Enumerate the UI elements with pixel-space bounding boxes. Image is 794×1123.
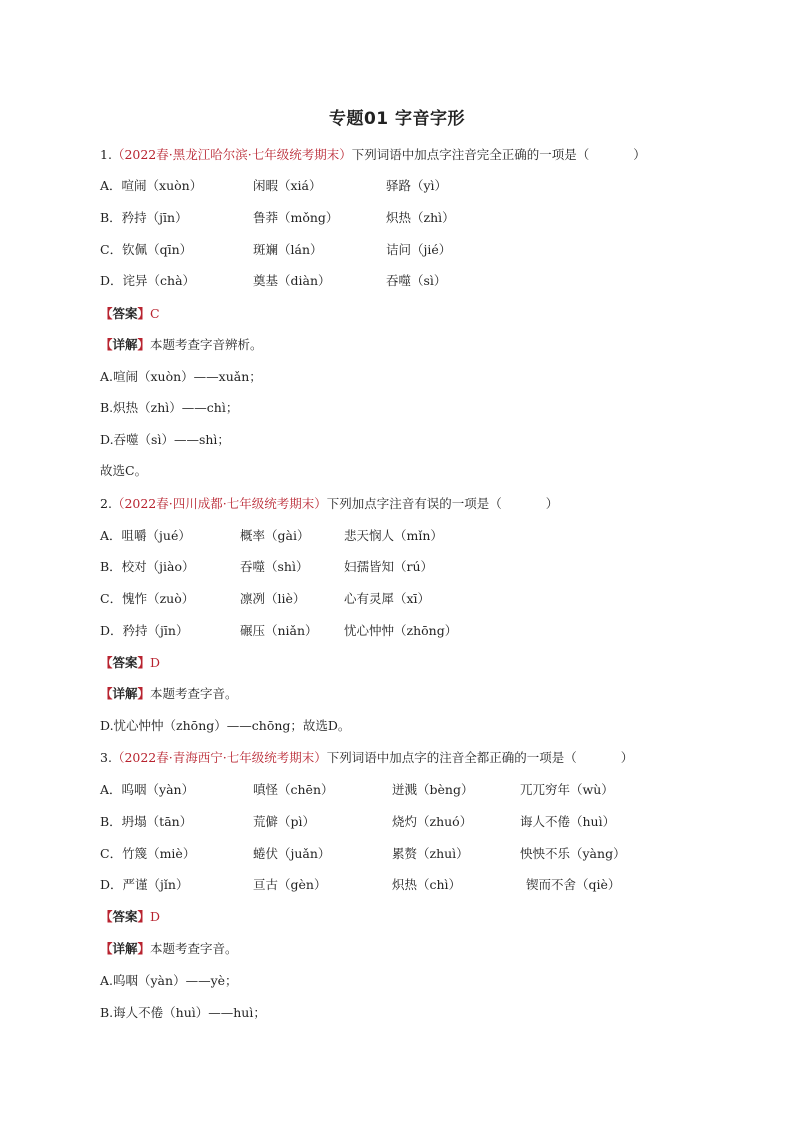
question-3-detail: 【详解】本题考查字音。 [100,941,238,956]
question-1-stem: 1.（2022春·黑龙江哈尔滨·七年级统考期末）下列词语中加点字注音完全正确的一项是（ ） [100,147,646,162]
question-2-source: （2022春·四川成都·七年级统考期末） [111,496,327,511]
question-1-explain-a: A.喧闹（xuòn）——xuǎn； [100,369,262,384]
question-2-explain-d: D.忧心忡忡（zhōng）——chōng；故选D。 [100,718,351,733]
question-3-answer: 【答案】D [100,909,161,924]
question-1-conclusion: 故选C。 [100,463,148,478]
question-2-detail: 【详解】本题考查字音。 [100,686,238,701]
question-3-stem: 3.（2022春·青海西宁·七年级统考期末）下列词语中加点字的注音全都正确的一项是（ ） [100,750,634,765]
question-2-stem: 2.（2022春·四川成都·七年级统考期末）下列加点字注音有误的一项是（ ） [100,496,559,511]
question-1-explain-b: B.炽热（zhì）——chì； [100,400,239,415]
question-1-answer: 【答案】C [100,306,160,321]
document-page: 专题01 字音字形 1.（2022春·黑龙江哈尔滨·七年级统考期末）下列词语中加点字注音完全正确的一项是（ ） A．喧闹（xuòn） 闲暇（xiá） 驿路（yì） B．矜持（jīn） 鲁莽（mǒng） 炽热（zhì） C．钦佩（qīn） 斑斓（lán） 诘问（jié） D．诧异（chà） 奠基（diàn） 吞噬（sì） 【答案】C 【详解】本题考查字音辨析。 A.喧闹（xuòn）——xuǎn； B.炽热（zhì）——chì； D.吞噬（sì）——shì； 故选C。 2.（2022春·四川成都·七年级统考期末）下列加点字注音有误的一项是（ ） A．咀嚼（jué） 概率（gài） 悲天悯人（mǐn） B．校对（jiào） 吞噬（shì） 妇孺皆知（rú） C．愧怍（zuò） 凛冽（liè） 心有灵犀（xī） D．矜持（jīn） 碾压（niǎn） 忧心忡忡（zhōng） 【答案】D 【详解】本题考查字音。 D.忧心忡忡（zhōng）——chōng；故选D。 3.（2022春·青海西宁·七年级统考期末）下列词语中加点字的注音全都正确的一项是（ ） A．呜咽（yàn） 嗔怪（chēn） 迸溅（bèng） 兀兀穷年（wù） B．坍塌（tān） 荒僻（pì） 烧灼（zhuó） 诲人不倦（huì） C．竹篾（miè） 蜷伏（juǎn） 累赘（zhuì） 怏怏不乐（yàng） D．严谨（jǐn） 亘古（gèn） 炽热（chì） 锲而不舍（qiè） 【答案】D 【详解】本题考查字音。 A.呜咽（yàn）——yè； B.诲人不倦（huì）——huì； [0,0,794,1123]
question-1-source: （2022春·黑龙江哈尔滨·七年级统考期末） [111,147,352,162]
question-3-explain-a: A.呜咽（yàn）——yè； [100,973,238,988]
question-1-explain-d: D.吞噬（sì）——shì； [100,432,230,447]
question-3-source: （2022春·青海西宁·七年级统考期末） [111,750,327,765]
question-1-detail: 【详解】本题考查字音辨析。 [100,337,263,352]
question-3-explain-b: B.诲人不倦（huì）——huì； [100,1005,266,1020]
page-title: 专题01 字音字形 [328,109,466,129]
question-2-answer: 【答案】D [100,655,161,670]
